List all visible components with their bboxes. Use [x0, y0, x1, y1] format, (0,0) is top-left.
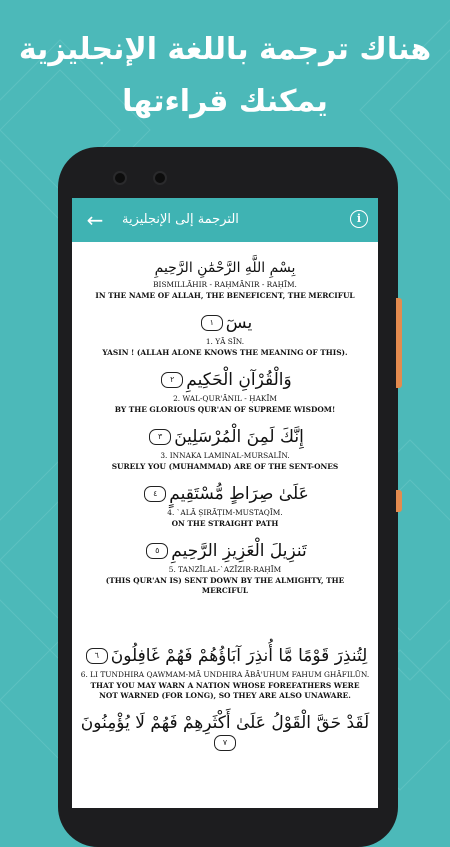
arabic-text: لِتُنذِرَ قَوْمًا مَّا أُنذِرَ آبَاؤُهُمْ فَهُمْ غَافِلُونَ٦ [72, 646, 378, 666]
verse-number-icon: ٢ [161, 372, 183, 388]
transliteration: 2. WAL-QUR'ĀNIL - ḤAKĪM [173, 394, 277, 403]
verse-list [72, 242, 378, 753]
app-bar [72, 198, 378, 242]
verse-item [72, 313, 378, 358]
translation: IN THE NAME OF ALLAH, THE BENEFICENT, THE MERCIFUL [95, 291, 355, 300]
translation: ON THE STRAIGHT PATH [171, 519, 279, 528]
translation: SURELY YOU (MUHAMMAD) ARE OF THE SENT-ONES [111, 462, 339, 471]
translation: THAT YOU MAY WARN A NATION WHOSE FOREFATHERS WERE NOT WARNED (FOR LONG), SO THEY ARE ALSO UNAWARE. [90, 681, 360, 700]
translation: BY THE GLORIOUS QUR'AN OF SUPREME WISDOM! [114, 405, 336, 414]
verse-item [72, 541, 378, 596]
promo-headline [0, 24, 450, 128]
arabic-text: تَنزِيلَ الْعَزِيزِ الرَّحِيمِ٥ [72, 541, 378, 561]
verse-number-icon: ٤ [144, 486, 166, 502]
promo-line-2: يمكنك قراءتها [122, 84, 328, 119]
transliteration: 6. LI TUNDHIRA QAWMAM-MĀ UNDHIRA ĀBĀ'UHUM FAHUM GHĀFILŪN. [80, 670, 370, 679]
sensor-icon [155, 173, 165, 183]
verse-number-icon: ٧ [214, 735, 236, 751]
transliteration: 3. INNAKA LAMINAL-MURSALĪN. [160, 451, 290, 460]
phone-side-button [396, 490, 402, 512]
verse-item [72, 427, 378, 472]
info-icon[interactable]: i [350, 210, 368, 228]
arabic-text: إِنَّكَ لَمِنَ الْمُرْسَلِينَ٣ [72, 427, 378, 447]
verse-number-icon: ٥ [146, 543, 168, 559]
verse-item [72, 713, 378, 753]
verse-number-icon: ١ [201, 315, 223, 331]
page-title: الترجمة إلى الإنجليزية [122, 212, 239, 227]
promo-line-1: هناك ترجمة باللغة الإنجليزية [18, 32, 432, 67]
translation: YASIN ! (ALLAH ALONE KNOWS THE MEANING OF THIS). [102, 348, 348, 357]
front-camera-icon [115, 173, 125, 183]
phone-side-button [396, 298, 402, 388]
verse-item [72, 646, 378, 701]
verse-item [72, 484, 378, 529]
transliteration: 1. YĀ SĪN. [205, 337, 245, 346]
verse-item [72, 260, 378, 301]
transliteration: 4. `ALĀ ṢIRĀṬIM-MUSTAQĪM. [167, 508, 283, 517]
phone-screen [72, 198, 378, 808]
arabic-text: يسٓ١ [72, 313, 378, 333]
arabic-text: بِسْمِ اللَّهِ الرَّحْمَٰنِ الرَّحِيمِ [154, 260, 296, 276]
arabic-text: لَقَدْ حَقَّ الْقَوْلُ عَلَىٰ أَكْثَرِهِمْ فَهُمْ لَا يُؤْمِنُونَ٧ [72, 713, 378, 753]
arrow-back-icon[interactable]: ← [86, 208, 104, 232]
transliteration: 5. TANZĪLAL-`AZĪZIR-RAḤĪM [168, 565, 282, 574]
transliteration: BISMILLĀHIR - RAḤMĀNIR - RAḤĪM. [153, 280, 297, 289]
verse-number-icon: ٦ [86, 648, 108, 664]
verse-item [72, 370, 378, 415]
arabic-text: وَالْقُرْآنِ الْحَكِيمِ٢ [72, 370, 378, 390]
verse-number-icon: ٣ [149, 429, 171, 445]
translation: (THIS QUR'AN IS) SENT DOWN BY THE ALMIGHTY, THE MERCIFUL [105, 576, 345, 595]
arabic-text: عَلَىٰ صِرَاطٍ مُّسْتَقِيمٍ٤ [72, 484, 378, 504]
spacer [72, 608, 378, 646]
